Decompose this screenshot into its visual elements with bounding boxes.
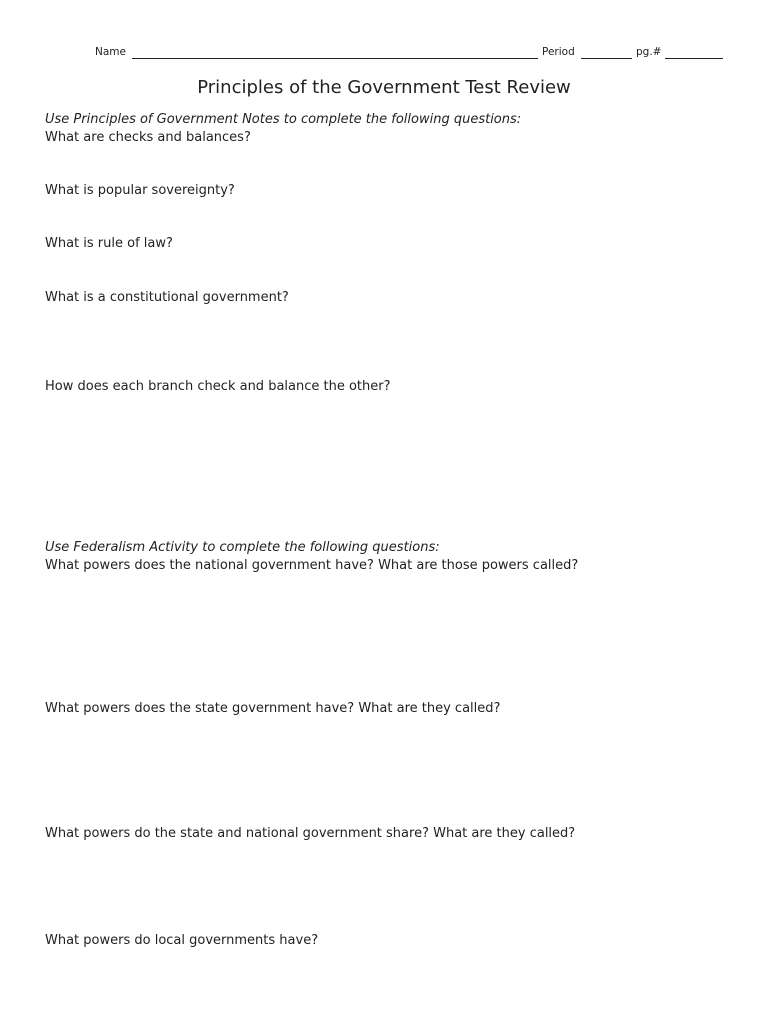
question: What powers does the state government have? What are they called? [45, 701, 501, 716]
question: What is popular sovereignty? [45, 183, 235, 198]
period-label: Period [542, 46, 575, 58]
name-blank[interactable] [132, 58, 538, 59]
section1-instruction: Use Principles of Government Notes to complete the following questions: [45, 112, 522, 127]
section2-instruction: Use Federalism Activity to complete the following questions: [45, 540, 440, 555]
question: What powers do local governments have? [45, 933, 319, 948]
question: What is a constitutional government? [45, 290, 289, 305]
page-label: pg.# [636, 46, 662, 58]
question: What powers do the state and national government share? What are they called? [45, 826, 576, 841]
question: What powers does the national government have? What are those powers called? [45, 558, 579, 573]
question: What is rule of law? [45, 236, 173, 251]
page-title: Principles of the Government Test Review [197, 77, 571, 98]
question: How does each branch check and balance the other? [45, 379, 391, 394]
name-label: Name [95, 46, 126, 58]
period-blank[interactable] [581, 58, 632, 59]
page-blank[interactable] [665, 58, 723, 59]
question: What are checks and balances? [45, 130, 251, 145]
